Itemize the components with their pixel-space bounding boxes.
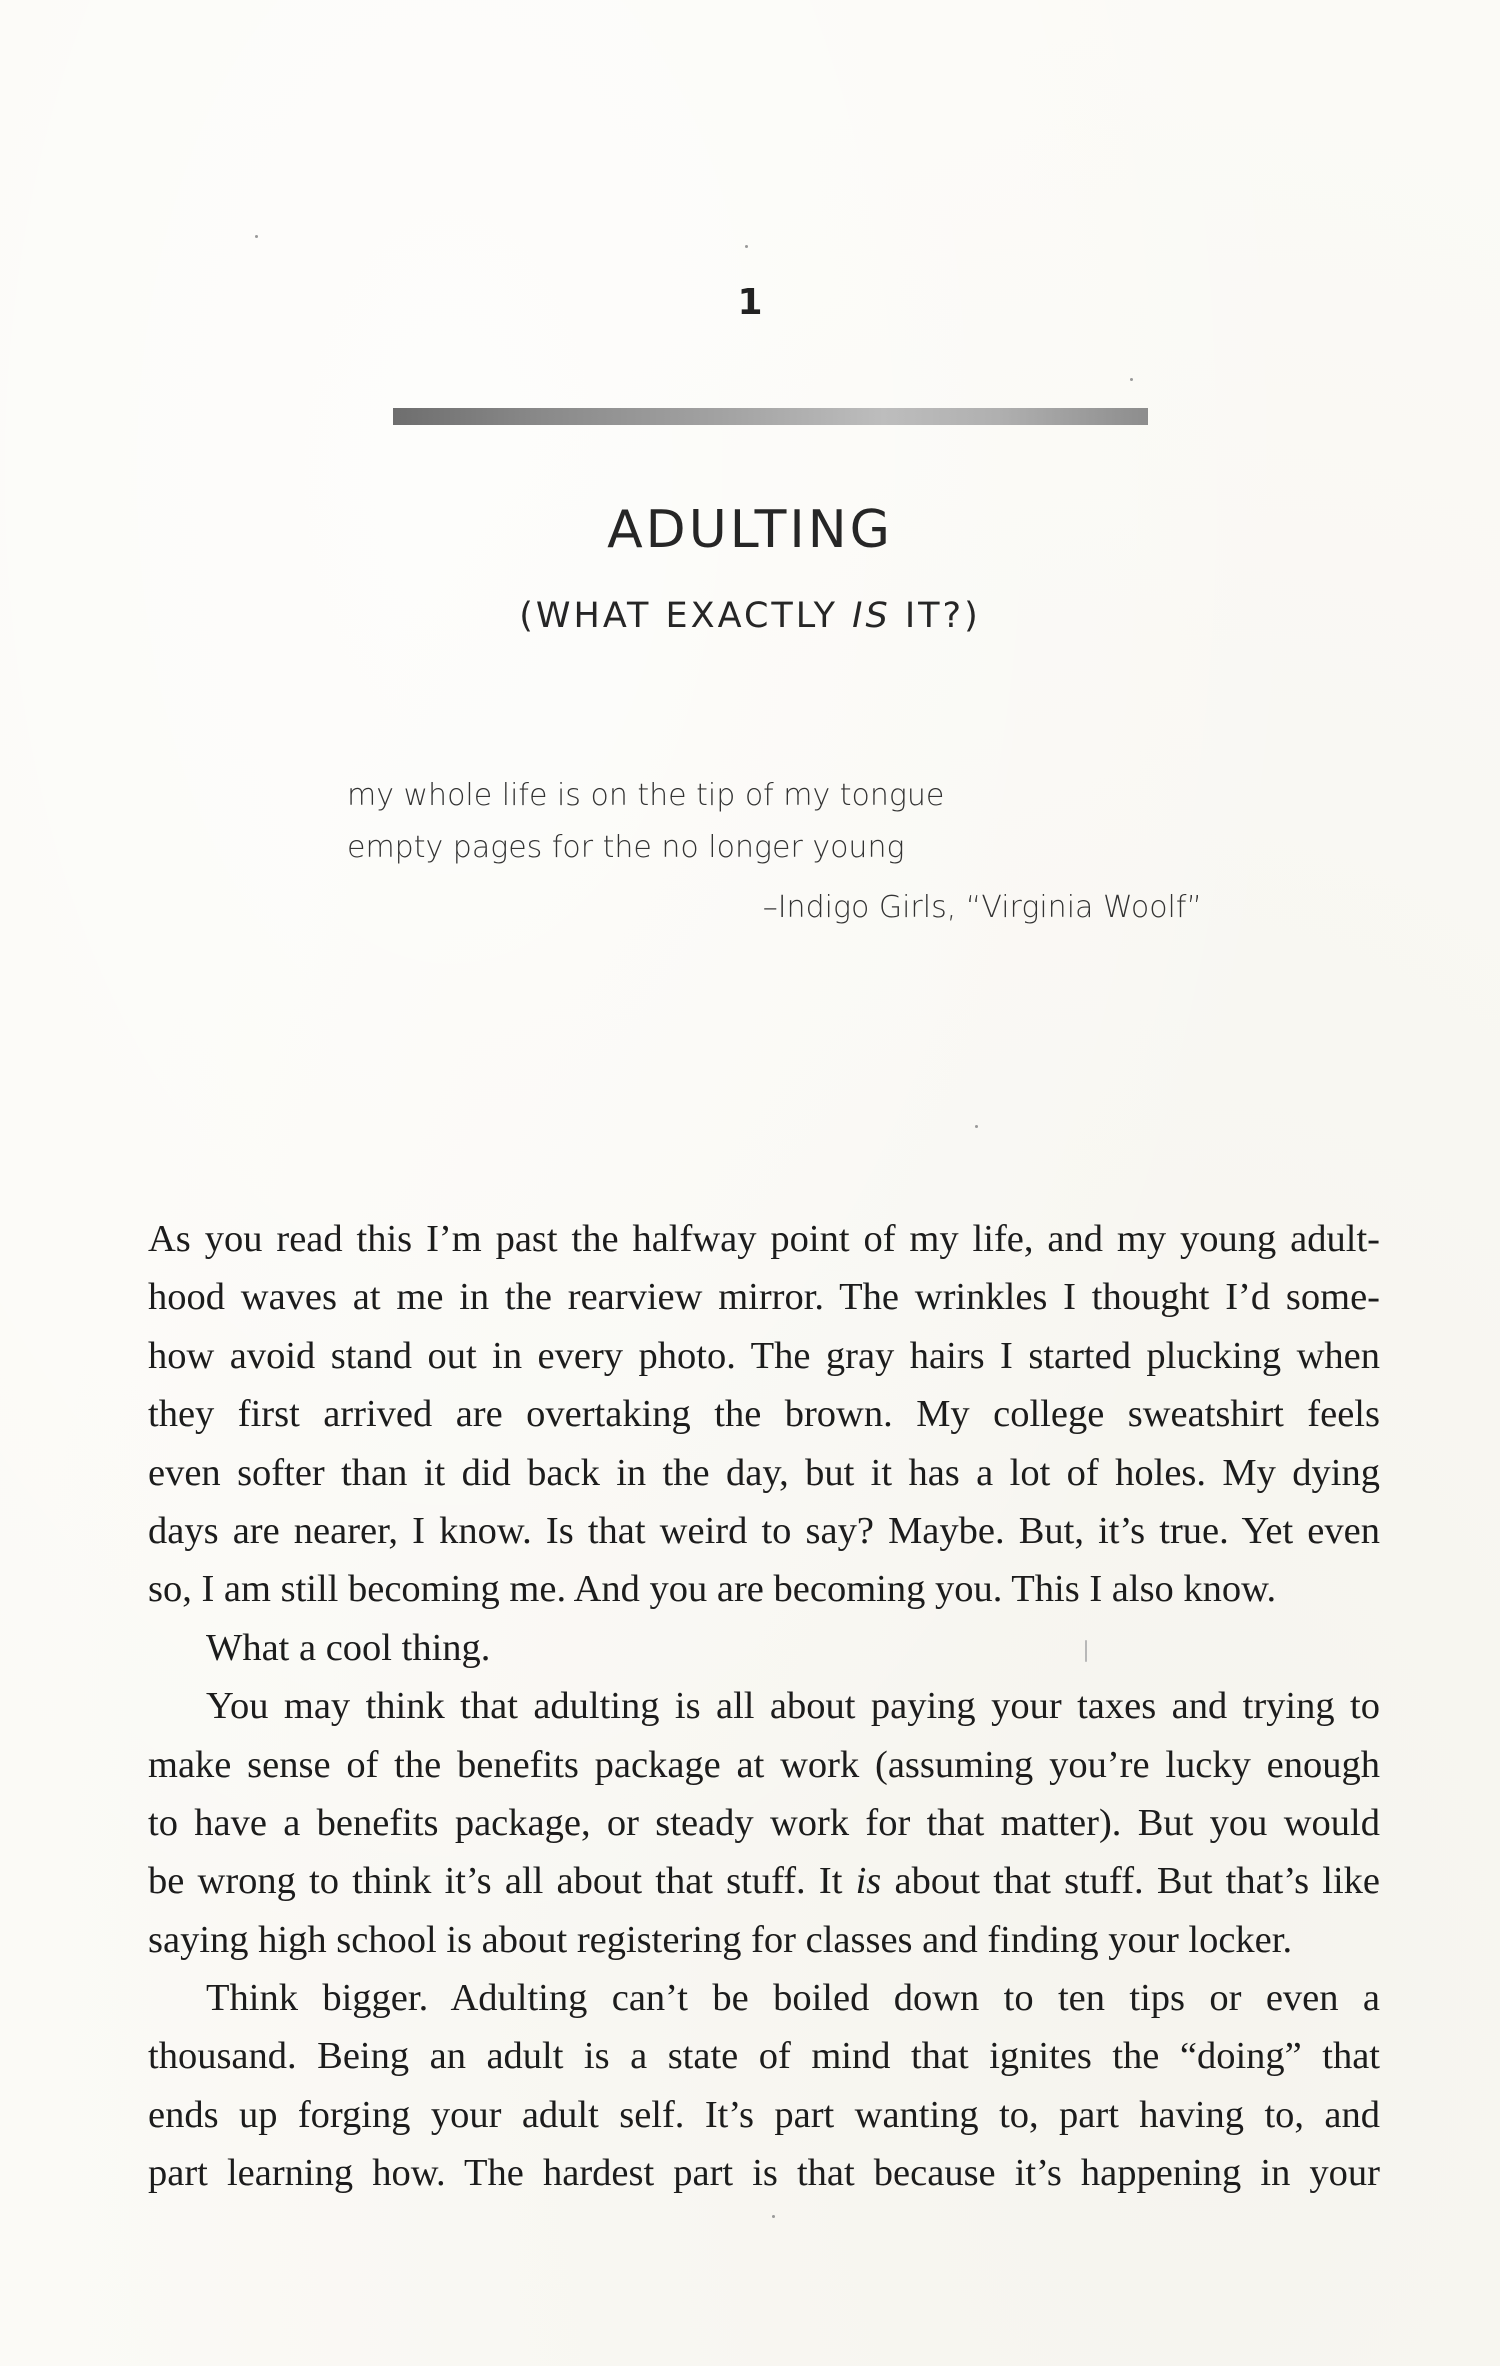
scan-speck	[255, 235, 258, 238]
epigraph-line: my whole life is on the tip of my tongue	[347, 778, 945, 813]
chapter-divider-bar	[393, 408, 1148, 425]
body-line: saying high school is about registering for classes and finding your locker.	[148, 1918, 1293, 1961]
body-line-post: about that stuff. But that’s like	[881, 1860, 1380, 1903]
scan-speck	[1130, 378, 1133, 381]
chapter-subtitle-emphasis: IS	[852, 596, 891, 636]
body-line: even softer than it did back in the day, but it has a lot of holes. My dying	[148, 1451, 1380, 1494]
epigraph	[347, 770, 1207, 934]
scan-speck	[745, 245, 748, 248]
body-line: they first arrived are overtaking the brown. My college sweatshirt feels	[148, 1393, 1380, 1436]
body-line: As you read this I’m past the halfway point of my life, and my young adult-	[148, 1218, 1380, 1260]
chapter-subtitle-pre: (WHAT EXACTLY	[519, 596, 853, 636]
epigraph-line: empty pages for the no longer young	[347, 830, 905, 865]
body-text	[148, 1210, 1380, 2203]
scan-speck	[772, 2215, 775, 2218]
body-line: You may think that adulting is all about paying your taxes and trying to	[206, 1685, 1380, 1728]
body-line: ends up forging your adult self. It’s part wanting to, part having to, and	[148, 2093, 1380, 2136]
body-line-emphasis: is	[855, 1860, 882, 1903]
scan-speck	[975, 1125, 978, 1128]
body-line-pre: be wrong to think it’s all about that stuff. It	[148, 1860, 856, 1903]
body-line: days are nearer, I know. Is that weird to say? Maybe. But, it’s true. Yet even	[148, 1509, 1380, 1552]
body-line: part learning how. The hardest part is that because it’s happening in your	[148, 2152, 1380, 2195]
chapter-subtitle	[0, 596, 1500, 636]
epigraph-attribution: –Indigo Girls, “Virginia Woolf”	[762, 890, 1202, 925]
body-line: thousand. Being an adult is a state of mind that ignites the “doing” that	[148, 2035, 1380, 2078]
chapter-number: 1	[737, 282, 763, 323]
body-line: how avoid stand out in every photo. The gray hairs I started plucking when	[148, 1334, 1380, 1377]
body-line-with-emphasis	[148, 1852, 1380, 1910]
body-line: Think bigger. Adulting can’t be boiled down to ten tips or even a	[206, 1977, 1380, 2020]
body-line: make sense of the benefits package at work (assuming you’re lucky enough	[148, 1743, 1380, 1786]
scan-speck	[1085, 1640, 1087, 1662]
body-line: What a cool thing.	[206, 1626, 491, 1669]
body-line: hood waves at me in the rearview mirror. The wrinkles I thought I’d some-	[148, 1276, 1380, 1319]
chapter-title: ADULTING	[607, 500, 893, 560]
body-line: so, I am still becoming me. And you are becoming you. This I also know.	[148, 1568, 1277, 1611]
chapter-subtitle-post: IT?)	[890, 596, 981, 636]
body-line: to have a benefits package, or steady work for that matter). But you would	[148, 1801, 1380, 1844]
